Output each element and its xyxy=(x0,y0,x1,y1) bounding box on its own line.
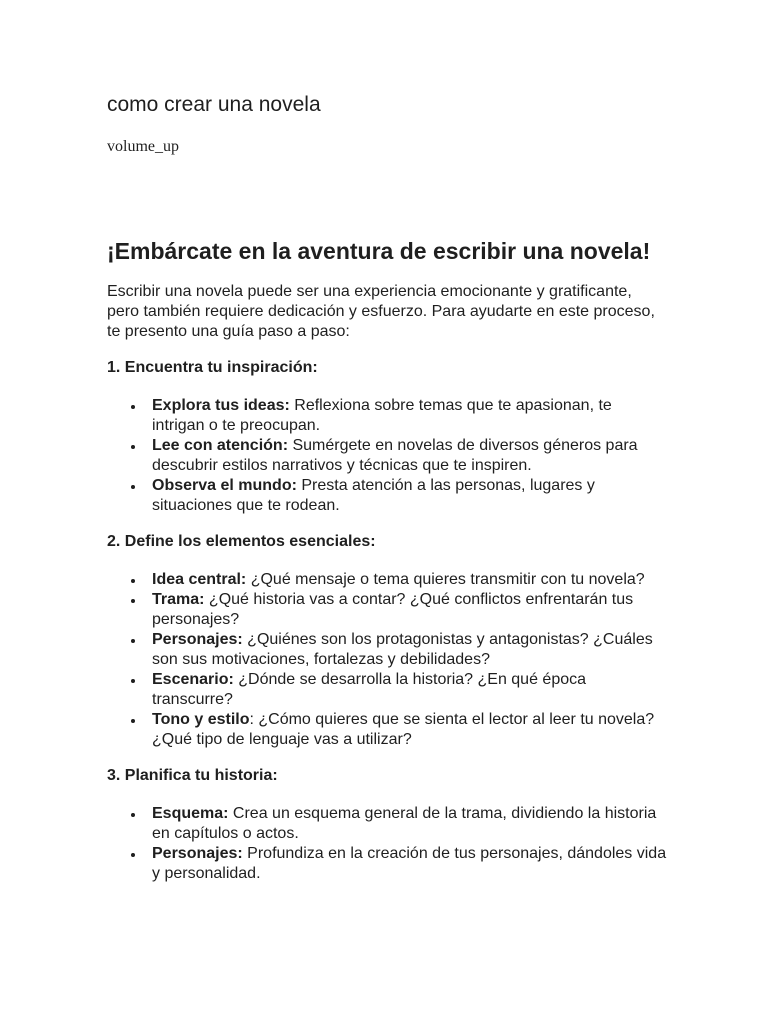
list-item xyxy=(152,710,667,750)
list-item xyxy=(152,630,667,670)
list-item xyxy=(152,804,667,844)
section-title: 1. Encuentra tu inspiración: xyxy=(107,359,318,376)
list-item xyxy=(152,476,667,516)
query-title: como crear una novela xyxy=(107,93,321,116)
section-title: 3. Planifica tu historia: xyxy=(107,767,278,784)
list-item-term: Personajes: xyxy=(152,845,243,862)
section-list xyxy=(107,396,667,516)
list-item-text: Presta atención a las personas, lugares y situaciones que te rodean. xyxy=(152,477,595,514)
list-item xyxy=(152,670,667,710)
list-item-text: Crea un esquema general de la trama, dividiendo la historia en capítulos o actos. xyxy=(152,805,657,842)
list-item-text: ¿Quiénes son los protagonistas y antagonistas? ¿Cuáles son sus motivaciones, fortalezas y debilidades? xyxy=(152,631,653,668)
list-item-term: Idea central: xyxy=(152,571,247,588)
list-item-text: ¿Qué historia vas a contar? ¿Qué conflictos enfrentarán tus personajes? xyxy=(152,591,634,628)
list-item-text: ¿Dónde se desarrolla la historia? ¿En qué época transcurre? xyxy=(152,671,587,708)
list-item-term: Esquema: xyxy=(152,805,229,822)
intro-paragraph: Escribir una novela puede ser una experiencia emocionante y gratificante, pero también requiere dedicación y esfuerzo. Para ayudarte en este proceso, te presento una guía paso a paso: xyxy=(107,283,655,340)
list-item-text: Profundiza en la creación de tus personajes, dándoles vida y personalidad. xyxy=(152,845,667,882)
list-item xyxy=(152,570,667,590)
list-item-term: Tono y estilo xyxy=(152,711,250,728)
list-item-text: ¿Qué mensaje o tema quieres transmitir con tu novela? xyxy=(246,571,645,588)
list-item xyxy=(152,844,667,884)
section-list xyxy=(107,570,667,750)
list-item xyxy=(152,396,667,436)
list-item-term: Explora tus ideas: xyxy=(152,397,290,414)
section-list xyxy=(107,804,667,884)
list-item-term: Personajes: xyxy=(152,631,243,648)
list-item-text: Reflexiona sobre temas que te apasionan, te intrigan o te preocupan. xyxy=(152,397,612,434)
answer-heading: ¡Embárcate en la aventura de escribir una novela! xyxy=(107,238,651,264)
list-item-term: Observa el mundo: xyxy=(152,477,297,494)
volume-up-icon[interactable]: volume_up xyxy=(107,138,179,155)
section-title: 2. Define los elementos esenciales: xyxy=(107,533,376,550)
list-item-term: Trama: xyxy=(152,591,205,608)
answer-body xyxy=(107,236,667,884)
list-item-text: Sumérgete en novelas de diversos géneros para descubrir estilos narrativos y técnicas que te inspiren. xyxy=(152,437,638,474)
list-item xyxy=(152,590,667,630)
list-item xyxy=(152,436,667,476)
list-item-term: Lee con atención: xyxy=(152,437,289,454)
list-item-term: Escenario: xyxy=(152,671,234,688)
list-item-text: : ¿Cómo quieres que se sienta el lector al leer tu novela? ¿Qué tipo de lenguaje vas a utilizar? xyxy=(152,711,655,748)
